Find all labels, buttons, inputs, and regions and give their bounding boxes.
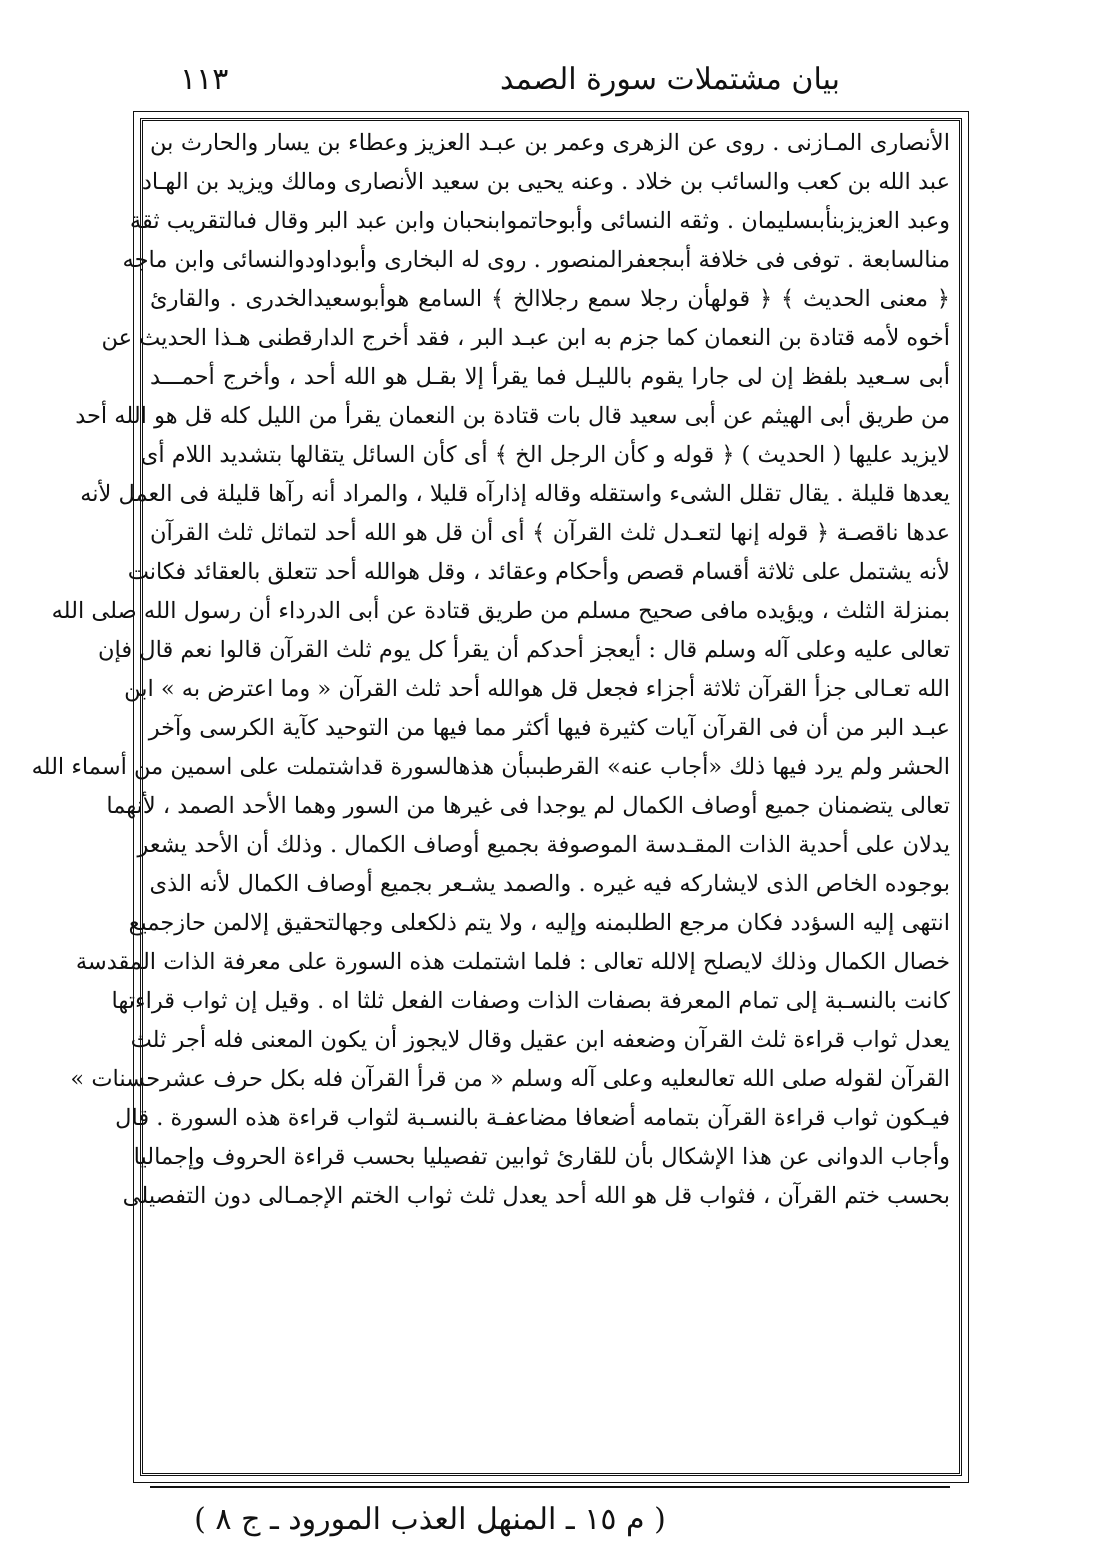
text-line: عبد الله بن كعب والسائب بن خلاد . وعنه يحيى بن سعيد الأنصارى ومالك ويزيد بن الهـاد [141, 169, 950, 195]
text-line: تعالى عليه وعلى آله وسلم قال : أيعجز أحدكم أن يقرأ كل يوم ثلث القرآن قالوا نعم قال فإن [97, 637, 950, 663]
text-line: لايزيد عليها ( الحديث ) ﴿ قوله و كأن الرجل الخ ﴾ أى كأن السائل يتقالها بتشديد اللام أى [140, 442, 950, 468]
text-line: وعبد العزيزبنأبىسليمان . وثقه النسائى وأبوحاتموابنحبان وابن عبد البر وقال فىالتقريب ثقة [129, 208, 950, 234]
text-line: تعالى يتضمنان جميع أوصاف الكمال لم يوجدا فى غيرها من السور وهما الأحد الصمد ، لأنهما [106, 793, 950, 819]
text-line: خصال الكمال وذلك لايصلح إلالله تعالى : فلما اشتملت هذه السورة على معرفة الذات المقدسة [75, 949, 950, 975]
page-number: ١١٣ [180, 62, 229, 97]
text-line: الأنصارى المـازنى . روى عن الزهرى وعمر بن عبـد العزيز وعطاء بن يسار والحارث بن [150, 130, 950, 156]
text-line: القرآن لقوله صلى الله تعالىعليه وعلى آله وسلم « من قرأ القرآن فله بكل حرف عشرحسنات » [70, 1066, 950, 1092]
text-line: بمنزلة الثلث ، ويؤيده مافى صحيح مسلم من طريق قتادة عن أبى الدرداء أن رسول الله صلى الله [51, 598, 950, 624]
text-line: الله تعـالى جزأ القرآن ثلاثة أجزاء فجعل قل هوالله أحد ثلث القرآن « وما اعترض به » ابن [124, 676, 950, 702]
text-line: أبى سـعيد بلفظ إن لى جارا يقوم بالليـل فما يقرأ إلا بقـل هو الله أحد ، وأخرج أحمـــد [150, 364, 950, 390]
text-line: كانت بالنسـبة إلى تمام المعرفة بصفات الذات وصفات الفعل ثلثا اه . وقيل إن ثواب قراءتها [111, 988, 950, 1014]
text-line: عدها ناقصـة ﴿ قوله إنها لتعـدل ثلث القرآن ﴾ أى أن قل هو الله أحد لتماثل ثلث القرآن [150, 520, 950, 546]
footer-rule [150, 1486, 950, 1488]
running-title: بيان مشتملات سورة الصمد [500, 62, 840, 97]
text-line: ﴿ معنى الحديث ﴾ ﴿ قولهأن رجلا سمع رجلاالخ ﴾ السامع هوأبوسعيدالخدرى . والقارئ [150, 286, 950, 312]
text-line: فيـكون ثواب قراءة القرآن بتمامه أضعافا مضاعفـة بالنسـبة لثواب قراءة هذه السورة . قال [115, 1105, 950, 1131]
text-line: عبـد البر من أن فى القرآن آيات كثيرة فيها أكثر مما فيها من التوحيد كآية الكرسى وآخر [148, 715, 950, 741]
text-line: لأنه يشتمل على ثلاثة أقسام قصص وأحكام وعقائد ، وقل هوالله أحد تتعلق بالعقائد فكانت [127, 559, 950, 585]
text-line: انتهى إليه السؤدد فكان مرجع الطلبمنه وإليه ، ولا يتم ذلكعلى وجهالتحقيق إلالمن حازجميع [128, 910, 950, 936]
text-line: يعدل ثواب قراءة ثلث القرآن وضعفه ابن عقيل وقال لايجوز أن يكون المعنى فله أجر ثلث [130, 1027, 950, 1053]
footer-signature: ( م ١٥ ـ المنهل العذب المورود ـ ج ٨ ) [194, 1502, 666, 1537]
text-line: من طريق أبى الهيثم عن أبى سعيد قال بات قتادة بن النعمان يقرأ من الليل كله قل هو الله أحد [75, 403, 950, 429]
text-line: منالسابعة . توفى فى خلافة أبىجعفرالمنصور . روى له البخارى وأبوداودوالنسائى وابن ماجه [122, 247, 950, 273]
page-header [150, 56, 960, 106]
text-line: يعدها قليلة . يقال تقلل الشىء واستقله وقاله إذارآه قليلا ، والمراد أنه رآها قليلة فى العمل لأنه [80, 481, 950, 507]
text-line: يدلان على أحدية الذات المقـدسة الموصوفة بجميع أوصاف الكمال . وذلك أن الأحد يشعر [137, 832, 950, 858]
text-line: الحشر ولم يرد فيها ذلك «أجاب عنه» القرطبىبأن هذهالسورة قداشتملت على اسمين من أسماء الله [31, 754, 950, 780]
text-line: وأجاب الدوانى عن هذا الإشكال بأن للقارئ ثوابين تفصيليا بحسب قراءة الحروف وإجماليا [133, 1144, 950, 1170]
body-text [31, 124, 950, 1216]
text-line: بحسب ختم القرآن ، فثواب قل هو الله أحد يعدل ثلث ثواب الختم الإجمـالى دون التفصيلى [122, 1183, 950, 1209]
text-line: أخوه لأمه قتادة بن النعمان كما جزم به ابن عبـد البر ، فقد أخرج الدارقطنى هـذا الحديث عن [101, 325, 950, 351]
text-line: بوجوده الخاص الذى لايشاركه فيه غيره . والصمد يشـعر بجميع أوصاف الكمال لأنه الذى [149, 871, 950, 897]
